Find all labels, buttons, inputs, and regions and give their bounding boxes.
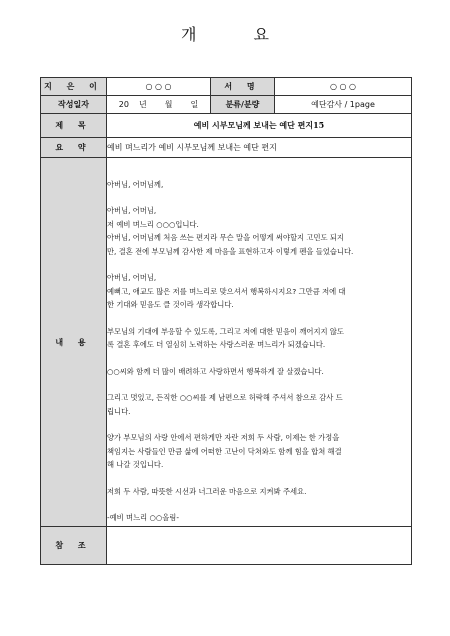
author-label: 지 은 이 bbox=[41, 78, 107, 96]
letter-line: 책임지는 사람들인 만큼 삶에 어떠한 고난이 닥쳐와도 함께 힘을 합쳐 해결 bbox=[107, 446, 342, 456]
letter-line: 아버님, 어머님께 처음 쓰는 편지라 무슨 말을 어떻게 써야할지 고민도 되지 bbox=[107, 233, 344, 242]
row-reference bbox=[41, 527, 412, 565]
author-value: ○ ○ ○ bbox=[107, 78, 211, 96]
letter-line: 저 예비 며느리 ○○○입니다. bbox=[107, 219, 199, 229]
date-day-unit: 일 bbox=[190, 100, 199, 109]
page-title: 개 요 bbox=[181, 25, 295, 44]
letter-paragraph bbox=[107, 431, 411, 472]
date-value bbox=[107, 96, 211, 114]
row-author bbox=[41, 78, 412, 96]
row-content bbox=[41, 158, 412, 527]
letter-line: -예비 며느리 ○○올림- bbox=[107, 513, 179, 522]
date-year-unit: 년 bbox=[138, 100, 147, 109]
letter-line: 아버님, 어머님, bbox=[107, 206, 157, 215]
signature-value: ○ ○ ○ bbox=[275, 78, 412, 96]
subject-label: 제 목 bbox=[41, 114, 107, 138]
letter-line: 양가 부모님의 사랑 안에서 편하게만 자란 저희 두 사람, 이제는 한 가정을 bbox=[107, 433, 340, 442]
letter-line: 록 결혼 후에도 더 열심히 노력하는 사랑스러운 며느리가 되겠습니다. bbox=[107, 340, 326, 349]
letter-line: 저희 두 사람, 따뜻한 시선과 너그러운 마음으로 지켜봐 주세요. bbox=[107, 486, 307, 496]
letter-paragraph bbox=[107, 178, 411, 192]
subject-value: 예비 시부모님께 보내는 예단 편지15 bbox=[107, 114, 412, 138]
category-label: 분류/분량 bbox=[211, 96, 275, 114]
letter-line: 만, 결혼 전에 부모님께 감사한 제 마음을 표현하고자 이렇게 펜을 들었습니다. bbox=[107, 246, 354, 256]
reference-value bbox=[107, 527, 412, 565]
overview-form bbox=[40, 77, 412, 565]
signature-label: 서 명 bbox=[211, 78, 275, 96]
row-date bbox=[41, 96, 412, 114]
row-subject bbox=[41, 114, 412, 138]
letter-line: ○○씨와 함께 더 많이 배려하고 사랑하면서 행복하게 잘 살겠습니다. bbox=[107, 366, 324, 376]
letter-line: 부모님의 기대에 부응할 수 있도록, 그리고 저에 대한 믿음이 깨어지지 않도 bbox=[107, 326, 344, 336]
date-year: 20 bbox=[118, 100, 129, 109]
letter-line: 아버님, 어머님, bbox=[107, 273, 157, 282]
category-value: 예단감사 / 1page bbox=[275, 96, 412, 114]
date-label: 작성일자 bbox=[41, 96, 107, 114]
letter-line: 한 기대와 믿음도 클 것이라 생각합니다. bbox=[107, 300, 234, 309]
letter-line: 그리고 멋있고, 든직한 ○○씨를 제 남편으로 허락해 주셔서 참으로 감사 드 bbox=[107, 393, 343, 402]
letter-paragraph bbox=[107, 204, 411, 258]
summary-label: 요 약 bbox=[41, 138, 107, 158]
content-label: 내 용 bbox=[41, 158, 107, 527]
letter-paragraph bbox=[107, 271, 411, 312]
letter-paragraph bbox=[107, 325, 411, 352]
letter-body bbox=[107, 158, 412, 527]
date-month-unit: 월 bbox=[164, 100, 173, 109]
letter-line: 예뻐고, 애교도 많은 저를 며느리로 맞으셔서 행복하시지요? 그만큼 저에 대 bbox=[107, 286, 346, 296]
letter-paragraph bbox=[107, 365, 411, 379]
letter-paragraph bbox=[107, 511, 411, 525]
letter-line: 해 나갈 것입니다. bbox=[107, 460, 164, 469]
reference-label: 참 조 bbox=[41, 527, 107, 565]
letter-paragraph bbox=[107, 391, 411, 418]
row-summary bbox=[41, 138, 412, 158]
letter-line: 립니다. bbox=[107, 406, 131, 416]
letter-line: 아버님, 어머님께, bbox=[107, 179, 164, 189]
letter-paragraph bbox=[107, 485, 411, 499]
summary-value: 예비 며느리가 예비 시부모님께 보내는 예단 편지 bbox=[107, 138, 412, 158]
